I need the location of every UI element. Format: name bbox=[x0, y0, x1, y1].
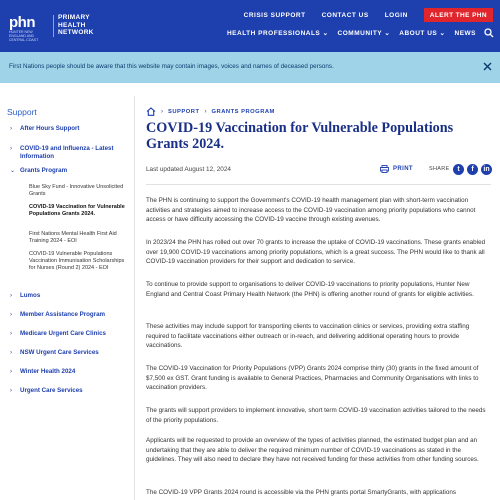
page-title: COVID-19 Vaccination for Vulnerable Populations Grants 2024. bbox=[146, 120, 454, 152]
breadcrumb-separator: › bbox=[204, 108, 207, 115]
chevron-down-icon: ⌄ bbox=[10, 167, 16, 174]
breadcrumb-grants-program[interactable]: GRANTS PROGRAM bbox=[211, 108, 275, 115]
nav-health-professionals[interactable] bbox=[227, 29, 329, 37]
sidebar-item-after-hours-support[interactable] bbox=[10, 125, 125, 133]
printer-icon bbox=[380, 165, 389, 173]
logo-subtitle: HUNTER NEW ENGLAND AND CENTRAL COAST bbox=[9, 30, 39, 42]
alert-the-phn-button[interactable]: ALERT THE PHN bbox=[424, 8, 493, 22]
logo-phn[interactable]: phn bbox=[9, 14, 35, 31]
breadcrumb bbox=[146, 107, 275, 116]
body-paragraph: To continue to provide support to organisations to deliver COVID-19 vaccinations to priority populations, Hunter New England and Central Coast Primary Health Network (the PHN) is offering another round of grants for eligible activities. bbox=[146, 281, 474, 298]
sidebar-item-label: After Hours Support bbox=[20, 125, 80, 132]
facebook-icon[interactable]: f bbox=[467, 164, 478, 175]
sidebar-item-label: Winter Health 2024 bbox=[20, 368, 76, 375]
main-nav bbox=[218, 28, 494, 38]
sidebar-item-label: COVID-19 and Influenza - Latest Information bbox=[20, 145, 114, 160]
sidebar-item-label: NSW Urgent Care Services bbox=[20, 349, 99, 356]
cultural-notice-banner bbox=[0, 52, 500, 83]
content-divider bbox=[146, 184, 491, 185]
nav-about-us-label: ABOUT US bbox=[399, 30, 438, 37]
sidebar-subitem-blue-sky-fund[interactable]: Blue Sky Fund - Innovative Unsolicited Grants bbox=[29, 184, 124, 197]
sidebar-divider bbox=[134, 96, 135, 500]
sidebar-subitem-covid-vaccination-grants[interactable]: COVID-19 Vaccination for Vulnerable Populations Grants 2024. bbox=[29, 204, 125, 217]
chevron-right-icon: › bbox=[10, 368, 13, 375]
top-nav bbox=[244, 9, 500, 21]
sidebar-item-grants-program[interactable] bbox=[10, 167, 125, 175]
last-updated: Last updated August 12, 2024 bbox=[146, 166, 231, 173]
sidebar-item-lumos[interactable] bbox=[10, 292, 125, 300]
breadcrumb-separator: › bbox=[161, 108, 163, 115]
sidebar-item-medicare-ucc[interactable] bbox=[10, 330, 125, 338]
chevron-down-icon: ⌄ bbox=[322, 30, 329, 37]
sidebar-item-label: Medicare Urgent Care Clinics bbox=[20, 330, 106, 337]
sidebar-subitem-immunisation-scholarships[interactable]: COVID-19 Vulnerable Populations Vaccination Immunisation Scholarships for Nurses (Round 2) 2024 - EOI bbox=[29, 251, 125, 271]
body-paragraph: These activities may include support for transporting clients to vaccination clinics or services, providing extra staffing required to facilitate vaccinations either outreach or in-reach, and delivering additional operating hours to provide vaccinations. bbox=[146, 323, 470, 349]
linkedin-icon[interactable]: in bbox=[481, 164, 492, 175]
body-paragraph: Applicants will be requested to provide an overview of the types of activities planned, the estimated budget plan and an undertaking that they are able to deliver the required minimum number of COVID-19 vaccinations as stated in the guidelines. They will also need to declare they have not received funding for these activities from other funding sources. bbox=[146, 437, 479, 463]
notice-text: First Nations people should be aware that this website may contain images, voices and names of deceased persons. bbox=[9, 63, 334, 70]
body-paragraph: In 2023/24 the PHN has rolled out over 70 grants to increase the uptake of COVID-19 vaccinations. These grants enabled over 19,900 COVID-19 vaccinations among priority populations, which is a great success. The PHN would like to thank all COVID-19 vaccination providers for their support and dedication to service. bbox=[146, 239, 486, 265]
sidebar-item-winter-health[interactable] bbox=[10, 368, 125, 376]
sidebar-item-label: Grants Program bbox=[20, 167, 68, 174]
close-icon[interactable] bbox=[483, 62, 492, 71]
chevron-right-icon: › bbox=[10, 311, 13, 318]
chevron-right-icon: › bbox=[10, 349, 13, 356]
sidebar-title: Support bbox=[7, 107, 37, 117]
breadcrumb-support[interactable]: SUPPORT bbox=[168, 108, 200, 115]
login-link[interactable]: LOGIN bbox=[384, 11, 408, 19]
chevron-down-icon: ⌄ bbox=[439, 30, 446, 37]
sidebar-item-member-assistance[interactable] bbox=[10, 311, 125, 319]
contact-us-link[interactable]: CONTACT US bbox=[321, 11, 369, 19]
sidebar-item-urgent-care-services[interactable] bbox=[10, 387, 125, 395]
logo-divider bbox=[53, 15, 54, 37]
sidebar-item-nsw-urgent-care[interactable] bbox=[10, 349, 125, 357]
site-header bbox=[0, 0, 500, 52]
sidebar-item-covid-influenza[interactable] bbox=[10, 145, 125, 161]
sidebar-item-label: Lumos bbox=[20, 292, 41, 299]
chevron-right-icon: › bbox=[10, 387, 13, 394]
body-paragraph: The PHN is continuing to support the Government's COVID-19 health management plan with short-term vaccination activities and strategies aimed to increase access to the COVID-19 vaccination among priority populations who cannot access or have difficulty accessing the COVID-19 vaccine through existing avenues. bbox=[146, 197, 476, 223]
sidebar-subitem-first-nations-mhfa[interactable]: First Nations Mental Health First Aid Training 2024 - EOI bbox=[29, 231, 117, 244]
nav-community[interactable] bbox=[338, 29, 391, 37]
body-paragraph: The COVID-19 Vaccination for Priority Populations (VPP) Grants 2024 comprise thirty (30) grants in the fixed amount of $7,500 ex GST. Grant funding is available to General Practices, Pharmacies and Community Organisations with links to vaccination providers. bbox=[146, 365, 479, 391]
search-icon[interactable] bbox=[484, 28, 494, 38]
twitter-icon[interactable]: t bbox=[453, 164, 464, 175]
crisis-support-link[interactable]: CRISIS SUPPORT bbox=[243, 11, 306, 19]
nav-health-professionals-label: HEALTH PROFESSIONALS bbox=[226, 30, 321, 37]
chevron-right-icon: › bbox=[10, 125, 13, 132]
share-label: SHARE bbox=[429, 166, 450, 172]
nav-community-label: COMMUNITY bbox=[337, 30, 383, 37]
sidebar-item-label: Urgent Care Services bbox=[20, 387, 83, 394]
print-label: PRINT bbox=[393, 166, 413, 172]
body-paragraph: The COVID-19 VPP Grants 2024 round is accessible via the PHN grants portal SmartyGrants, with applications bbox=[146, 489, 456, 496]
nav-news[interactable]: NEWS bbox=[454, 29, 476, 37]
chevron-right-icon: › bbox=[10, 330, 13, 337]
chevron-right-icon: › bbox=[10, 292, 13, 299]
body-paragraph: The grants will support providers to implement innovative, short term COVID-19 vaccination activities tailored to the needs of the priority populations. bbox=[146, 407, 486, 424]
sidebar-item-label: Member Assistance Program bbox=[20, 311, 106, 318]
home-icon[interactable] bbox=[146, 107, 156, 116]
logo-network[interactable]: PRIMARY HEALTH NETWORK bbox=[58, 14, 94, 36]
chevron-right-icon: › bbox=[10, 145, 13, 152]
nav-about-us[interactable] bbox=[399, 29, 445, 37]
chevron-down-icon: ⌄ bbox=[384, 30, 391, 37]
print-button[interactable] bbox=[380, 165, 413, 173]
